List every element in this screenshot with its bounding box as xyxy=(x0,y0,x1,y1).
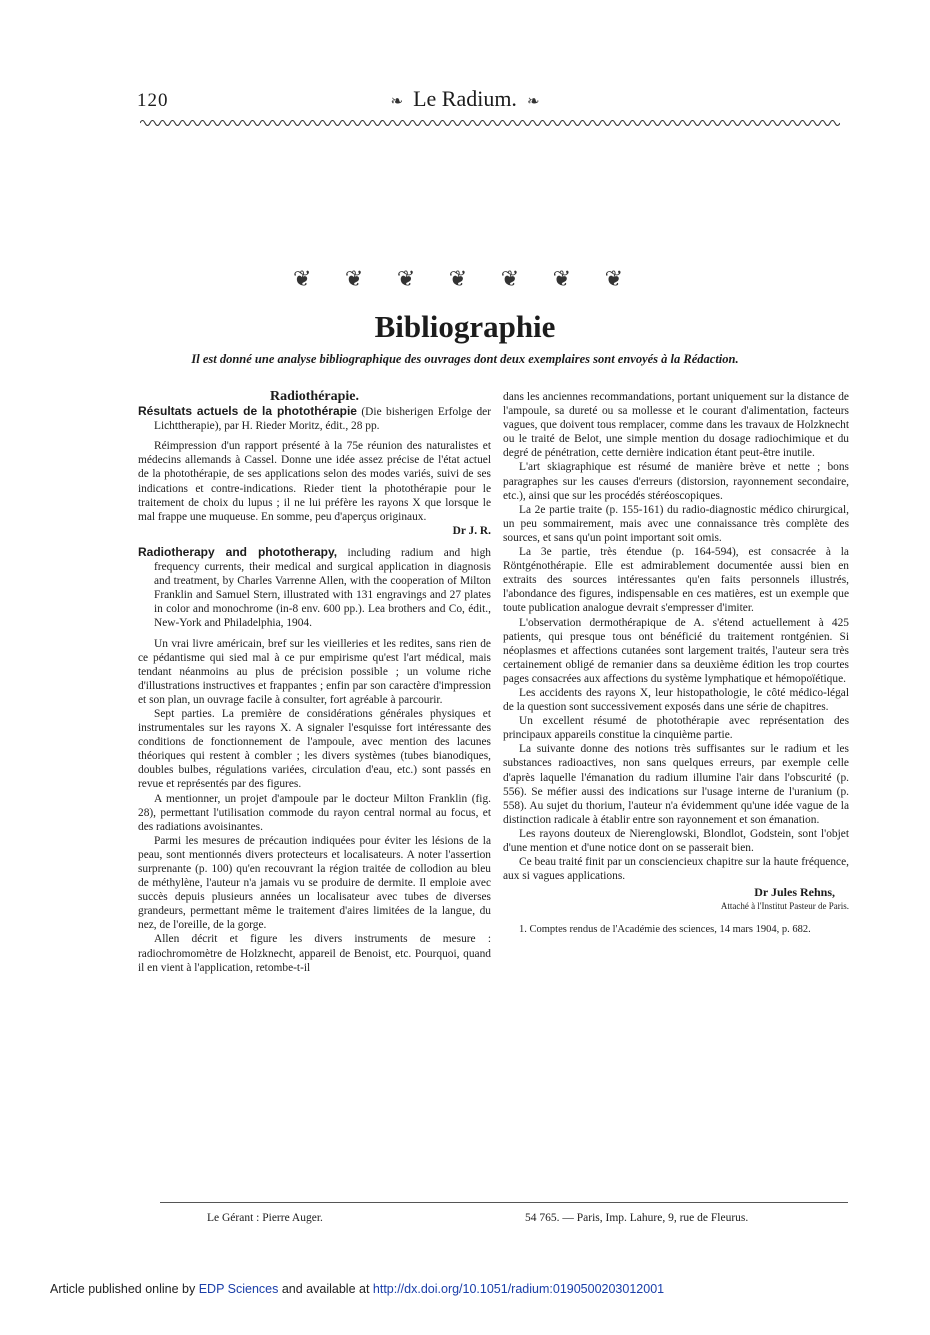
right-paragraph-8: La suivante donne des notions très suffisantes sur le radium et les substances radioactives, non sans quelques erreurs, par exemple celle d'après laquelle l'émanation du radium illumine l'air dans l'obscurité (p. 556). Se méfier aussi des indications sur l'usage interne de l'uranium (p. 558). Au sujet du thorium, l'auteur n'a évidemment qu'une idée vague de la distinction radicale à établir entre son rayonnement et son émanation. xyxy=(503,743,849,826)
right-paragraph-4: La 3e partie, très étendue (p. 164-594), est consacrée à la Röntgénothérapie. Elle est admirablement documentée aussi bien en extraits des sources intéressantes qu'en faits personnels illustrés, l'abondance des figures, indispensable en ces matières, est un exemple que toute publication analogue devrait s'empresser d'imiter. xyxy=(503,546,849,615)
left-paragraph-4: Parmi les mesures de précaution indiquées pour éviter les lésions de la peau, sont mentionnés divers protecteurs et localisateurs. A noter l'assertion surprenante (p. 100) qu'en recouvrant la région traitée de collodion au bleu de méthylène, l'auteur n'a jamais vu se produire de dermite. Il emploie avec succès depuis plusieurs années un localisateur avec tubes de diverses grandeurs, permettant même le traitement d'aires limitées de la langue, du nez, de l'oreille, de la gorge. xyxy=(138,834,491,932)
footer-rule xyxy=(160,1202,848,1203)
left-paragraph-1: Un vrai livre américain, bref sur les vieilleries et les redites, sans rien de ce pédantisme qui sied mal à ce pur empirisme qu'est l'art médical, mais tendant néanmoins au plus de précision possible ; un volume riche d'illustrations instructives et frappantes ; enfin par son caractère d'impression et son plan, un ouvrage facile à consulter, fort agréable à parcourir. xyxy=(138,637,491,706)
journal-name: Le Radium. xyxy=(413,86,517,111)
left-ornament-icon: ❧ xyxy=(390,94,404,110)
right-paragraph-5: L'observation dermothérapique de A. s'étend actuellement à 425 patients, qui presque tous ont bénéficié du traitement rontgénien. Si néoplasmes et affections cutanées sont largement traités, l'auteur sera très certainement obligé de remanier dans sa deuxième édition les trop courtes pages consacrées aux affections du système lymphatique et hémopoïétique. xyxy=(503,616,849,685)
header-wavy-rule xyxy=(140,116,840,130)
page-number: 120 xyxy=(137,90,169,111)
right-paragraph-3: La 2e partie traite (p. 155-161) du radio-diagnostic médico chirurgical, un peu sommairement, mais avec une connaissance très complète des sources, et sans qu'un point important soit omis. xyxy=(503,503,849,544)
footer-printer: 54 765. — Paris, Imp. Lahure, 9, rue de Fleurus. xyxy=(525,1212,749,1224)
entry-1-body: Réimpression d'un rapport présenté à la 75e réunion des naturalistes et médecins allemands à Cassel. Donne une idée assez précise de l'état actuel de la photothérapie, de ses applications selon des modes variés, suivi de ses indications et contre-indications. Rieder tient la photothérapie pour le traitement de choix du lupus ; il ne lui préfère les rayons X que lorsque le mal frappe une muqueuse. En somme, peu d'aperçus originaux. xyxy=(138,440,491,523)
banner-prefix: Article published online by xyxy=(50,1282,199,1296)
entry-1-details: (Die bisherigen Erfolge der Lichttherapie), par H. Rieder Moritz, édit., 28 pp. xyxy=(154,406,492,433)
left-column xyxy=(138,390,491,975)
right-paragraph-6: Les accidents des rayons X, leur histopathologie, le côté médico-légal de la question sont successivement exposés dans une série de chapitres. xyxy=(503,686,849,714)
right-paragraph-2: L'art skiagraphique est résumé de manière brève et nette ; bons paragraphes sur les causes d'erreurs (distorsion, rayonnement secondaire, etc.), ainsi que sur les procédés stéréoscopiques. xyxy=(503,461,849,502)
subheading-radiotherapie: Radiothérapie. xyxy=(269,389,360,404)
left-paragraph-3: A mentionner, un projet d'ampoule par le docteur Milton Franklin (fig. 28), permettant l'utilisation commode du rayon central normal au focus, et des radiations avoisinantes. xyxy=(138,792,491,833)
footer-gerant: Le Gérant : Pierre Auger. xyxy=(207,1212,323,1224)
right-paragraph-10: Ce beau traité finit par un consciencieux chapitre sur la haute fréquence, aux si vagues applications. xyxy=(503,856,849,883)
fleuron-row: ❦ ❦ ❦ ❦ ❦ ❦ ❦ xyxy=(292,266,638,291)
section-intro: Il est donné une analyse bibliographique des ouvrages dont deux exemplaires sont envoyés à la Rédaction. xyxy=(191,352,739,366)
left-paragraph-2: Sept parties. La première de considérations générales physiques et instrumentales sur les rayons X. A signaler l'esquisse fort intéressante des conditions de fonctionnement de l'ampoule, avec mention des lacunes théoriques qui restent à combler ; les divers systèmes (tubes bianodiques, doubles bulbes, régulations variées, circulation d'eau, etc.) sont passés en revue et représentés par des figures. xyxy=(138,707,491,791)
author-signature: Dr Jules Rehns, xyxy=(754,885,835,900)
footnote: 1. Comptes rendus de l'Académie des sciences, 14 mars 1904, p. 682. xyxy=(519,924,811,936)
publisher-link[interactable]: EDP Sciences xyxy=(198,1282,279,1296)
section-title: Bibliographie xyxy=(374,309,556,344)
right-ornament-icon: ❧ xyxy=(526,94,540,110)
right-paragraph-9: Les rayons douteux de Nierenglowski, Blondlot, Godstein, sont l'objet d'une mention et d'une notice dont on se passerait bien. xyxy=(503,827,849,854)
left-paragraph-5: Allen décrit et figure les divers instruments de mesure : radiochromomètre de Holzknecht, appareil de Benoist, etc. Pourquoi, quand il en vient à l'application, retombe-t-il xyxy=(138,933,491,974)
entry-1-signature: Dr J. R. xyxy=(452,524,491,537)
entry-2-title: Radiotherapy and phototherapy, xyxy=(138,544,338,559)
publication-banner xyxy=(50,1282,664,1296)
author-affiliation: Attaché à l'Institut Pasteur de Paris. xyxy=(720,901,849,912)
right-column xyxy=(503,390,849,936)
entry-1-header xyxy=(138,404,491,433)
entry-2-details: including radium and high frequency currents, their medical and surgical application in diagnosis and treatment, by Charles Varrenne Allen, with the cooperation of Milton Franklin and Samuel Stern, illustrated with 131 engravings and 27 plates in color and monochrome (in-8 env. 600 pp.). Lea brothers and Co, édit., New-York and Philadelphia, 1904. xyxy=(154,546,491,630)
entry-2-header xyxy=(138,545,491,631)
doi-link[interactable]: http://dx.doi.org/10.1051/radium:0190500203012001 xyxy=(372,1282,665,1296)
entry-1-title: Résultats actuels de la photothérapie xyxy=(138,404,357,419)
right-paragraph-7: Un excellent résumé de photothérapie avec représentation des principaux appareils constitue la cinquième partie. xyxy=(503,715,849,742)
journal-title xyxy=(0,86,930,112)
right-paragraph-1: dans les anciennes recommandations, portant uniquement sur la distance de l'ampoule, sa dureté ou sa mollesse et le courant d'alimentation, facteurs vagues, que doivent tous remplacer, comme dans les travaux de Holzknecht ou le traité de Belot, une simple mention du dosage radiochimique et du degré de pénétration, cette dernière indication étant peut-être inutile. xyxy=(503,391,849,460)
banner-middle: and available at xyxy=(278,1282,373,1296)
